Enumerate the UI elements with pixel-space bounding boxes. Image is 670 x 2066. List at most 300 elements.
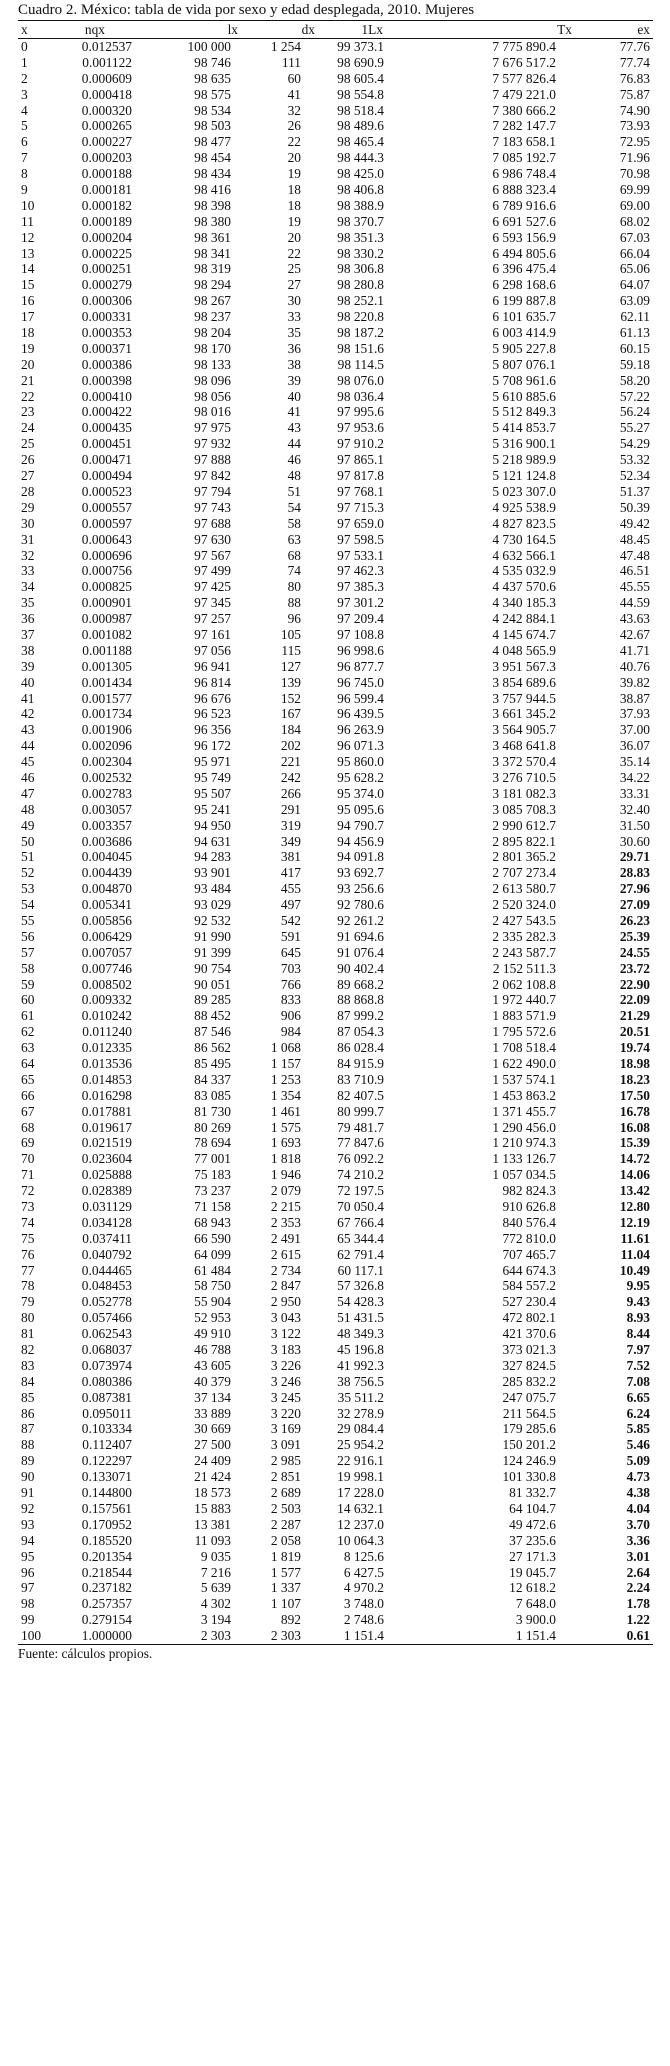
cell-1lx: 98 489.6 (337, 118, 384, 134)
cell-1lx: 76 092.2 (337, 1151, 384, 1167)
cell-1lx: 97 108.8 (337, 626, 384, 642)
cell-nqx: 0.000265 (81, 118, 132, 134)
cell-tx: 6 101 635.7 (492, 309, 556, 325)
cell-dx: 497 (280, 897, 301, 913)
table-row (18, 118, 653, 134)
cell-tx: 4 048 565.9 (492, 642, 556, 658)
cell-dx: 2 503 (270, 1500, 301, 1516)
cell-tx: 4 827 823.5 (492, 515, 556, 531)
cell-x: 66 (21, 1087, 35, 1103)
cell-lx: 91 399 (194, 944, 231, 960)
cell-tx: 179 285.6 (502, 1421, 556, 1437)
table-row (18, 611, 653, 627)
cell-x: 92 (21, 1500, 35, 1516)
cell-nqx: 0.023604 (81, 1151, 132, 1167)
cell-x: 11 (21, 213, 34, 229)
cell-1lx: 4 970.2 (343, 1580, 384, 1596)
cell-nqx: 0.007057 (81, 944, 132, 960)
cell-nqx: 0.005341 (81, 897, 132, 913)
cell-nqx: 0.073974 (81, 1357, 132, 1373)
cell-tx: 6 789 916.6 (492, 197, 556, 213)
table-row (18, 246, 653, 262)
cell-dx: 1 157 (270, 1056, 301, 1071)
cell-ex: 52.34 (619, 468, 650, 484)
cell-x: 53 (21, 881, 35, 897)
cell-nqx: 0.001906 (81, 722, 132, 738)
cell-1lx: 98 151.6 (337, 340, 384, 356)
cell-x: 23 (21, 404, 35, 420)
table-row (18, 1263, 653, 1279)
cell-nqx: 0.000331 (81, 309, 132, 325)
cell-dx: 2 689 (270, 1485, 301, 1501)
cell-ex: 33.31 (619, 785, 650, 801)
cell-ex: 2.64 (626, 1564, 650, 1580)
table-row (18, 1421, 653, 1437)
cell-tx: 1 371 455.7 (492, 1103, 556, 1119)
cell-1lx: 95 628.2 (337, 769, 384, 785)
table-row (18, 563, 653, 579)
cell-ex: 6.24 (626, 1405, 650, 1421)
cell-1lx: 96 263.9 (337, 722, 384, 738)
cell-nqx: 0.000203 (81, 150, 132, 166)
cell-ex: 17.50 (619, 1087, 650, 1103)
cell-nqx: 0.201354 (81, 1548, 132, 1564)
cell-1lx: 67 766.4 (337, 1214, 384, 1230)
cell-dx: 39 (287, 372, 301, 388)
table-row (18, 722, 653, 738)
cell-tx: 3 854 689.6 (492, 674, 556, 690)
cell-lx: 93 029 (194, 897, 231, 913)
table-row (18, 500, 653, 516)
cell-tx: 247 075.7 (502, 1389, 556, 1405)
cell-nqx: 0.000225 (81, 245, 132, 261)
table-row (18, 1596, 653, 1612)
cell-x: 10 (21, 197, 35, 213)
cell-tx: 3 372 570.4 (492, 754, 556, 770)
cell-nqx: 0.000386 (81, 356, 132, 372)
cell-tx: 3 900.0 (515, 1612, 556, 1628)
cell-dx: 167 (280, 706, 301, 722)
cell-nqx: 0.218544 (81, 1564, 132, 1580)
cell-tx: 1 537 574.1 (492, 1071, 556, 1087)
cell-nqx: 0.000422 (81, 404, 132, 420)
cell-x: 6 (21, 134, 28, 150)
cell-lx: 97 630 (194, 531, 231, 547)
cell-nqx: 0.001577 (81, 690, 132, 706)
cell-dx: 2 985 (270, 1453, 301, 1469)
cell-x: 0 (21, 39, 28, 54)
table-row (18, 675, 653, 691)
cell-tx: 707 465.7 (502, 1246, 556, 1262)
cell-ex: 22.09 (619, 992, 650, 1008)
cell-1lx: 96 439.5 (337, 706, 384, 722)
cell-lx: 98 294 (194, 277, 231, 293)
cell-1lx: 97 995.6 (337, 404, 384, 420)
table-row (18, 1374, 653, 1390)
cell-nqx: 0.000306 (81, 293, 132, 309)
cell-lx: 83 085 (194, 1087, 231, 1103)
cell-tx: 4 340 185.3 (492, 595, 556, 611)
table-row (18, 659, 653, 675)
cell-ex: 71.96 (619, 150, 650, 166)
cell-lx: 15 883 (194, 1500, 231, 1516)
cell-tx: 2 990 612.7 (492, 817, 556, 833)
cell-lx: 66 590 (194, 1230, 231, 1246)
source-note: Fuente: cálculos propios. (18, 1645, 153, 1661)
cell-dx: 984 (280, 1024, 301, 1040)
cell-ex: 24.55 (619, 944, 650, 960)
cell-lx: 98 416 (194, 182, 231, 198)
cell-lx: 94 283 (194, 849, 231, 865)
cell-1lx: 98 306.8 (337, 261, 384, 277)
cell-x: 7 (21, 150, 28, 166)
cell-nqx: 0.004439 (81, 865, 132, 881)
cell-dx: 1 354 (270, 1087, 301, 1103)
table-row (18, 1310, 653, 1326)
cell-tx: 1 133 126.7 (492, 1151, 556, 1167)
cell-nqx: 0.000494 (81, 468, 132, 484)
cell-dx: 20 (287, 150, 301, 166)
cell-tx: 472 802.1 (502, 1310, 556, 1326)
cell-nqx: 0.007746 (81, 960, 132, 976)
cell-1lx: 12 237.0 (337, 1516, 384, 1532)
table-row (18, 1612, 653, 1628)
cell-1lx: 25 954.2 (337, 1437, 384, 1453)
cell-nqx: 0.000987 (81, 611, 132, 627)
cell-1lx: 92 261.2 (337, 912, 384, 928)
cell-dx: 2 491 (270, 1230, 301, 1246)
cell-tx: 5 708 961.6 (492, 372, 556, 388)
cell-tx: 49 472.6 (509, 1516, 556, 1532)
cell-tx: 840 576.4 (502, 1214, 556, 1230)
table-row (18, 1199, 653, 1215)
cell-1lx: 87 054.3 (337, 1024, 384, 1040)
cell-1lx: 97 953.6 (337, 420, 384, 436)
cell-x: 18 (21, 325, 35, 341)
table-row (18, 1533, 653, 1549)
table-row (18, 1231, 653, 1247)
cell-x: 32 (21, 547, 35, 563)
cell-x: 37 (21, 626, 35, 642)
cell-nqx: 0.021519 (81, 1135, 132, 1151)
cell-1lx: 94 790.7 (337, 817, 384, 833)
cell-x: 89 (21, 1453, 35, 1469)
cell-ex: 13.42 (619, 1183, 650, 1199)
cell-nqx: 0.237182 (81, 1580, 132, 1596)
cell-x: 63 (21, 1040, 35, 1056)
cell-dx: 30 (287, 293, 301, 309)
cell-lx: 98 133 (194, 356, 231, 372)
table-row (18, 389, 653, 405)
cell-nqx: 0.034128 (81, 1214, 132, 1230)
cell-1lx: 91 694.6 (337, 928, 384, 944)
cell-ex: 11.04 (620, 1246, 650, 1262)
cell-x: 85 (21, 1389, 35, 1405)
cell-ex: 26.23 (619, 912, 650, 928)
cell-lx: 98 237 (194, 309, 231, 325)
cell-1lx: 35 511.2 (337, 1389, 384, 1405)
cell-x: 81 (21, 1326, 35, 1342)
cell-ex: 43.63 (619, 611, 650, 627)
cell-dx: 3 169 (270, 1421, 301, 1437)
cell-nqx: 0.003357 (81, 817, 132, 833)
cell-ex: 42.67 (619, 626, 650, 642)
cell-1lx: 98 220.8 (337, 309, 384, 325)
cell-lx: 90 051 (194, 976, 231, 992)
cell-lx: 88 452 (194, 1008, 231, 1024)
cell-nqx: 0.006429 (81, 928, 132, 944)
cell-nqx: 0.000353 (81, 325, 132, 341)
cell-tx: 6 199 887.8 (492, 293, 556, 309)
cell-1lx: 98 187.2 (337, 325, 384, 341)
cell-1lx: 98 252.1 (337, 293, 384, 309)
cell-1lx: 98 076.0 (337, 372, 384, 388)
cell-dx: 1 461 (270, 1103, 301, 1119)
cell-lx: 98 454 (194, 150, 231, 166)
cell-x: 71 (21, 1167, 35, 1183)
cell-dx: 221 (280, 754, 301, 770)
cell-tx: 527 230.4 (502, 1294, 556, 1310)
cell-tx: 150 201.2 (502, 1437, 556, 1453)
cell-dx: 22 (287, 134, 301, 150)
cell-lx: 87 546 (194, 1024, 231, 1040)
cell-ex: 72.95 (619, 134, 650, 150)
cell-dx: 906 (280, 1008, 301, 1024)
cell-ex: 7.52 (626, 1357, 650, 1373)
cell-ex: 47.48 (619, 547, 650, 563)
cell-x: 60 (21, 992, 35, 1008)
cell-nqx: 0.040792 (81, 1246, 132, 1262)
cell-1lx: 29 084.4 (337, 1421, 384, 1437)
cell-1lx: 95 374.0 (337, 785, 384, 801)
cell-ex: 76.83 (619, 70, 650, 86)
cell-x: 43 (21, 722, 35, 738)
table-row (18, 230, 653, 246)
cell-nqx: 0.001434 (81, 674, 132, 690)
cell-1lx: 74 210.2 (337, 1167, 384, 1183)
cell-x: 61 (21, 1008, 35, 1024)
cell-1lx: 14 632.1 (337, 1500, 384, 1516)
cell-1lx: 6 427.5 (343, 1564, 384, 1580)
table-row (18, 71, 653, 87)
table-row (18, 897, 653, 913)
cell-lx: 5 639 (200, 1580, 231, 1596)
cell-lx: 98 341 (194, 245, 231, 261)
cell-lx: 98 016 (194, 404, 231, 420)
cell-tx: 6 691 527.6 (492, 213, 556, 229)
cell-1lx: 93 256.6 (337, 881, 384, 897)
cell-x: 41 (21, 690, 35, 706)
cell-ex: 1.22 (626, 1612, 650, 1628)
cell-x: 93 (21, 1516, 35, 1532)
table-row (18, 1358, 653, 1374)
cell-nqx: 0.031129 (82, 1199, 132, 1215)
cell-1lx: 91 076.4 (337, 944, 384, 960)
cell-tx: 7 085 192.7 (492, 150, 556, 166)
cell-1lx: 86 028.4 (337, 1040, 384, 1056)
cell-dx: 2 851 (270, 1469, 301, 1485)
cell-ex: 5.85 (626, 1421, 650, 1437)
table-row (18, 1453, 653, 1469)
cell-1lx: 98 036.4 (337, 388, 384, 404)
cell-lx: 98 380 (194, 213, 231, 229)
cell-lx: 98 503 (194, 118, 231, 134)
table-row (18, 1406, 653, 1422)
cell-lx: 97 499 (194, 563, 231, 579)
cell-1lx: 77 847.6 (337, 1135, 384, 1151)
table-row (18, 1024, 653, 1040)
cell-ex: 9.43 (626, 1294, 650, 1310)
cell-1lx: 80 999.7 (337, 1103, 384, 1119)
cell-ex: 0.61 (626, 1628, 650, 1644)
cell-lx: 98 477 (194, 134, 231, 150)
cell-lx: 61 484 (194, 1262, 231, 1278)
cell-ex: 10.49 (619, 1262, 650, 1278)
cell-lx: 73 237 (194, 1183, 231, 1199)
cell-dx: 242 (280, 769, 301, 785)
cell-x: 86 (21, 1405, 35, 1421)
cell-x: 65 (21, 1071, 35, 1087)
cell-tx: 6 298 168.6 (492, 277, 556, 293)
cell-lx: 64 099 (194, 1246, 231, 1262)
cell-dx: 3 246 (270, 1373, 301, 1389)
cell-1lx: 98 554.8 (337, 86, 384, 102)
cell-dx: 19 (287, 213, 301, 229)
cell-tx: 2 243 587.7 (492, 944, 556, 960)
table-row (18, 754, 653, 770)
cell-lx: 81 730 (194, 1103, 231, 1119)
cell-dx: 2 058 (270, 1532, 301, 1548)
cell-dx: 27 (287, 277, 301, 293)
cell-x: 84 (21, 1373, 35, 1389)
cell-nqx: 0.087381 (81, 1389, 132, 1405)
cell-ex: 66.04 (619, 245, 650, 261)
cell-tx: 2 895 822.1 (492, 833, 556, 849)
cell-tx: 2 613 580.7 (492, 881, 556, 897)
cell-lx: 91 990 (194, 928, 231, 944)
header-x: x (21, 22, 28, 37)
cell-x: 68 (21, 1119, 35, 1135)
cell-x: 39 (21, 658, 35, 674)
cell-tx: 285 832.2 (502, 1373, 556, 1389)
table-row (18, 1580, 653, 1596)
table-row (18, 1056, 653, 1072)
cell-tx: 3 276 710.5 (492, 769, 556, 785)
table-row (18, 87, 653, 103)
table-row (18, 1135, 653, 1151)
cell-1lx: 96 877.7 (337, 658, 384, 674)
cell-tx: 124 246.9 (502, 1453, 556, 1469)
cell-ex: 57.22 (619, 388, 650, 404)
cell-dx: 319 (280, 817, 301, 833)
cell-lx: 98 434 (194, 166, 231, 182)
cell-ex: 12.80 (619, 1199, 650, 1215)
cell-dx: 38 (287, 356, 301, 372)
table-row (18, 1294, 653, 1310)
cell-tx: 2 707 273.4 (492, 865, 556, 881)
cell-tx: 910 626.8 (502, 1199, 556, 1215)
cell-1lx: 57 326.8 (337, 1278, 384, 1294)
cell-nqx: 0.002783 (81, 785, 132, 801)
cell-lx: 97 567 (194, 547, 231, 563)
cell-x: 76 (21, 1246, 35, 1262)
cell-ex: 60.15 (619, 340, 650, 356)
cell-dx: 105 (280, 626, 301, 642)
cell-dx: 2 615 (270, 1246, 301, 1262)
cell-x: 88 (21, 1437, 35, 1453)
cell-dx: 1 577 (270, 1564, 301, 1580)
cell-lx: 97 257 (194, 611, 231, 627)
cell-dx: 2 847 (270, 1278, 301, 1294)
cell-1lx: 22 916.1 (337, 1453, 384, 1469)
cell-x: 57 (21, 944, 35, 960)
cell-nqx: 0.001082 (81, 626, 132, 642)
table-row (18, 293, 653, 309)
cell-1lx: 97 768.1 (337, 483, 384, 499)
cell-nqx: 0.037411 (82, 1230, 132, 1246)
cell-ex: 31.50 (619, 817, 650, 833)
cell-x: 56 (21, 928, 35, 944)
table-row (18, 579, 653, 595)
cell-ex: 37.93 (619, 706, 650, 722)
cell-dx: 43 (287, 420, 301, 436)
cell-1lx: 90 402.4 (337, 960, 384, 976)
cell-1lx: 41 992.3 (337, 1357, 384, 1373)
cell-nqx: 0.052778 (81, 1294, 132, 1310)
cell-tx: 4 730 164.5 (492, 531, 556, 547)
cell-ex: 16.78 (619, 1103, 650, 1119)
cell-tx: 5 610 885.6 (492, 388, 556, 404)
cell-ex: 20.51 (619, 1024, 650, 1040)
cell-x: 49 (21, 817, 35, 833)
cell-x: 79 (21, 1294, 35, 1310)
cell-dx: 74 (287, 563, 301, 579)
cell-tx: 3 661 345.2 (492, 706, 556, 722)
table-row (18, 309, 653, 325)
table-row (18, 802, 653, 818)
cell-tx: 1 057 034.5 (492, 1167, 556, 1183)
cell-nqx: 0.048453 (81, 1278, 132, 1294)
cell-nqx: 0.080386 (81, 1373, 132, 1389)
cell-lx: 95 507 (194, 785, 231, 801)
cell-x: 28 (21, 483, 35, 499)
cell-1lx: 97 301.2 (337, 595, 384, 611)
cell-nqx: 0.010242 (81, 1008, 132, 1024)
cell-nqx: 0.011240 (82, 1024, 132, 1040)
cell-1lx: 1 151.4 (343, 1628, 384, 1644)
cell-dx: 41 (287, 404, 301, 420)
cell-lx: 3 194 (200, 1612, 231, 1628)
cell-tx: 5 218 989.9 (492, 452, 556, 468)
cell-1lx: 87 999.2 (337, 1008, 384, 1024)
cell-1lx: 98 351.3 (337, 229, 384, 245)
cell-1lx: 98 330.2 (337, 245, 384, 261)
header-tx: Tx (557, 22, 572, 37)
cell-dx: 381 (280, 849, 301, 865)
cell-ex: 73.93 (619, 118, 650, 134)
cell-lx: 97 794 (194, 483, 231, 499)
table-row (18, 977, 653, 993)
cell-x: 69 (21, 1135, 35, 1151)
cell-1lx: 2 748.6 (343, 1612, 384, 1628)
cell-lx: 98 204 (194, 325, 231, 341)
cell-tx: 101 330.8 (502, 1469, 556, 1485)
cell-ex: 41.71 (619, 642, 650, 658)
cell-1lx: 70 050.4 (337, 1199, 384, 1215)
cell-dx: 51 (287, 483, 301, 499)
cell-1lx: 94 091.8 (337, 849, 384, 865)
cell-x: 14 (21, 261, 35, 277)
